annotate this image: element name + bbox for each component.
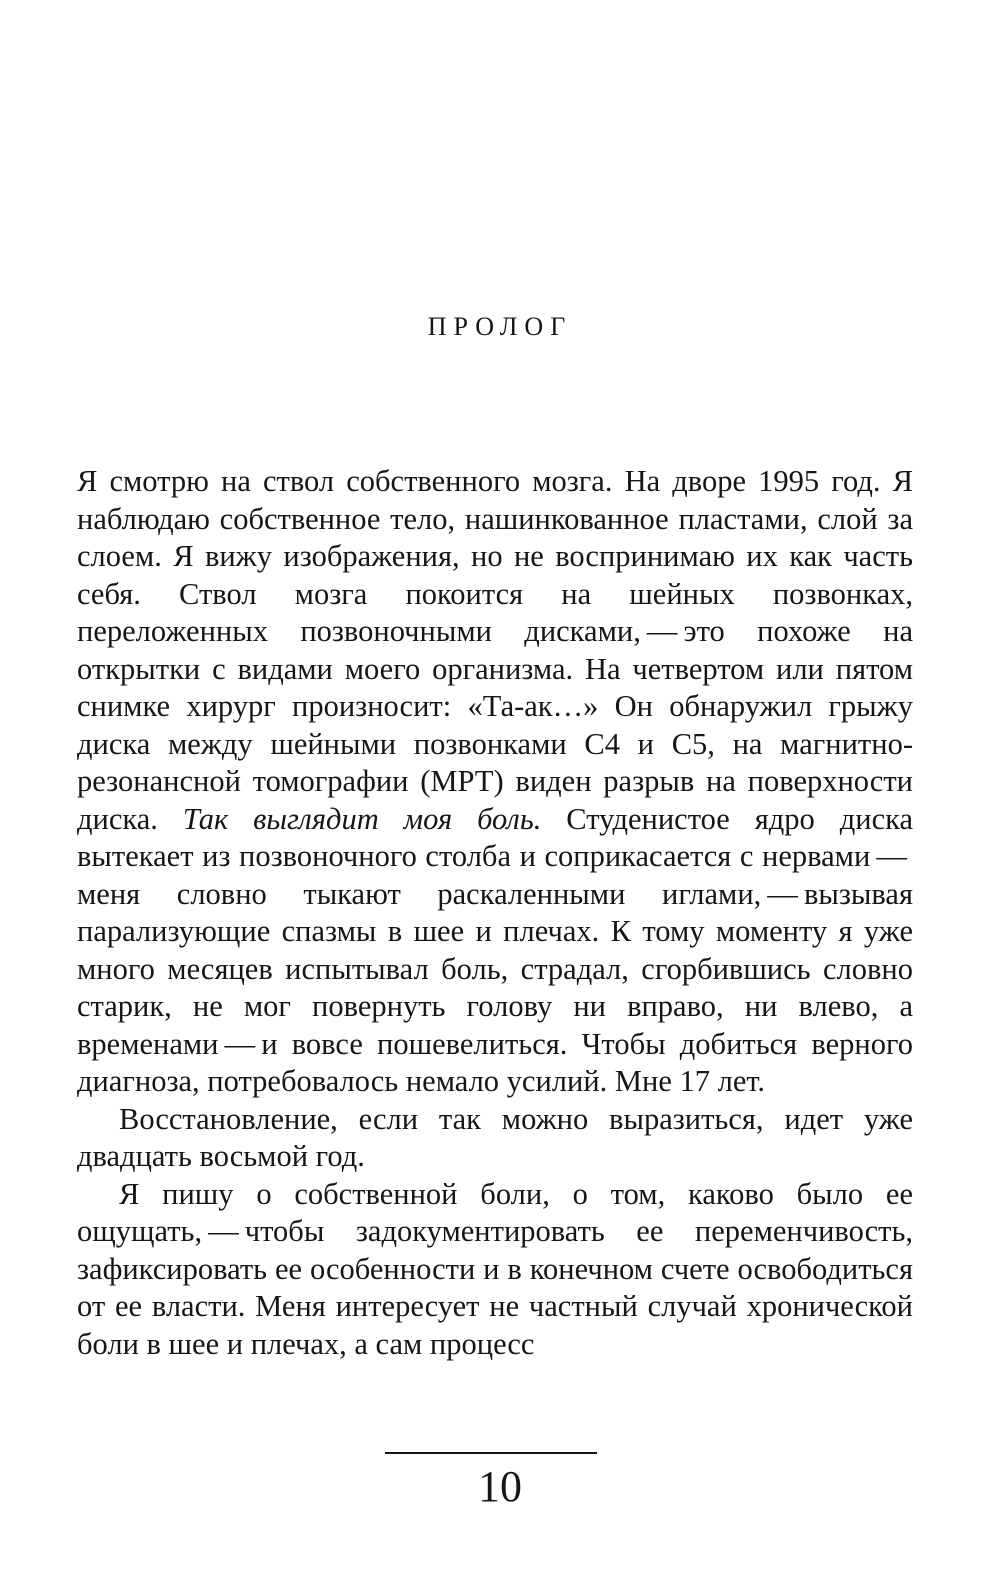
- folio-rule: [385, 1452, 597, 1454]
- paragraph-1-text-end: Студенистое ядро диска вытекает из позвоночного столба и соприкасается с нервами — меня словно тыкают раскаленными иглами, — вызывая парализующие спазмы в шее и плечах. К тому моменту я уже много месяцев испытывал боль, страдал, сгорбившись словно старик, не мог повернуть голову ни вправо, ни влево, а временами — и вовсе пошевелиться. Чтобы добиться верного диагноза, потребовалось немало усилий. Мне 17 лет.: [77, 801, 913, 1098]
- chapter-title: ПРОЛОГ: [427, 312, 573, 341]
- paragraph-2: Восстановление, если так можно выразиться, идет уже двадцать восьмой год.: [77, 1101, 913, 1173]
- page-number: 10: [478, 1462, 522, 1511]
- paragraph-3: Я пишу о собственной боли, о том, каково было ее ощущать, — чтобы задокументировать ее переменчивость, зафиксировать ее особенности и в конечном счете освободиться от ее власти. Меня интересует не частный случай хронической боли в шее и плечах, а сам процесс: [77, 1176, 913, 1361]
- paragraph-1-italic-phrase: Так выглядит моя боль.: [182, 801, 542, 836]
- body-text: [77, 463, 913, 1363]
- paragraph-1: [77, 463, 913, 1101]
- paragraph-1-text-start: Я смотрю на ствол собственного мозга. На дворе 1995 год. Я наблюдаю собственное тело, нашинкованное пластами, слой за слоем. Я вижу изображения, но не воспринимаю их как часть себя. Ствол мозга покоится на шейных позвонках, переложенных позвоночными дисками, — это похоже на открытки с видами моего организма. На четвертом или пятом снимке хирург произносит: «Та-ак…» Он обнаружил грыжу диска между шейными позвонками C4 и C5, на магнитно-резонансной томографии (МРТ) виден разрыв на поверхности диска.: [77, 464, 913, 836]
